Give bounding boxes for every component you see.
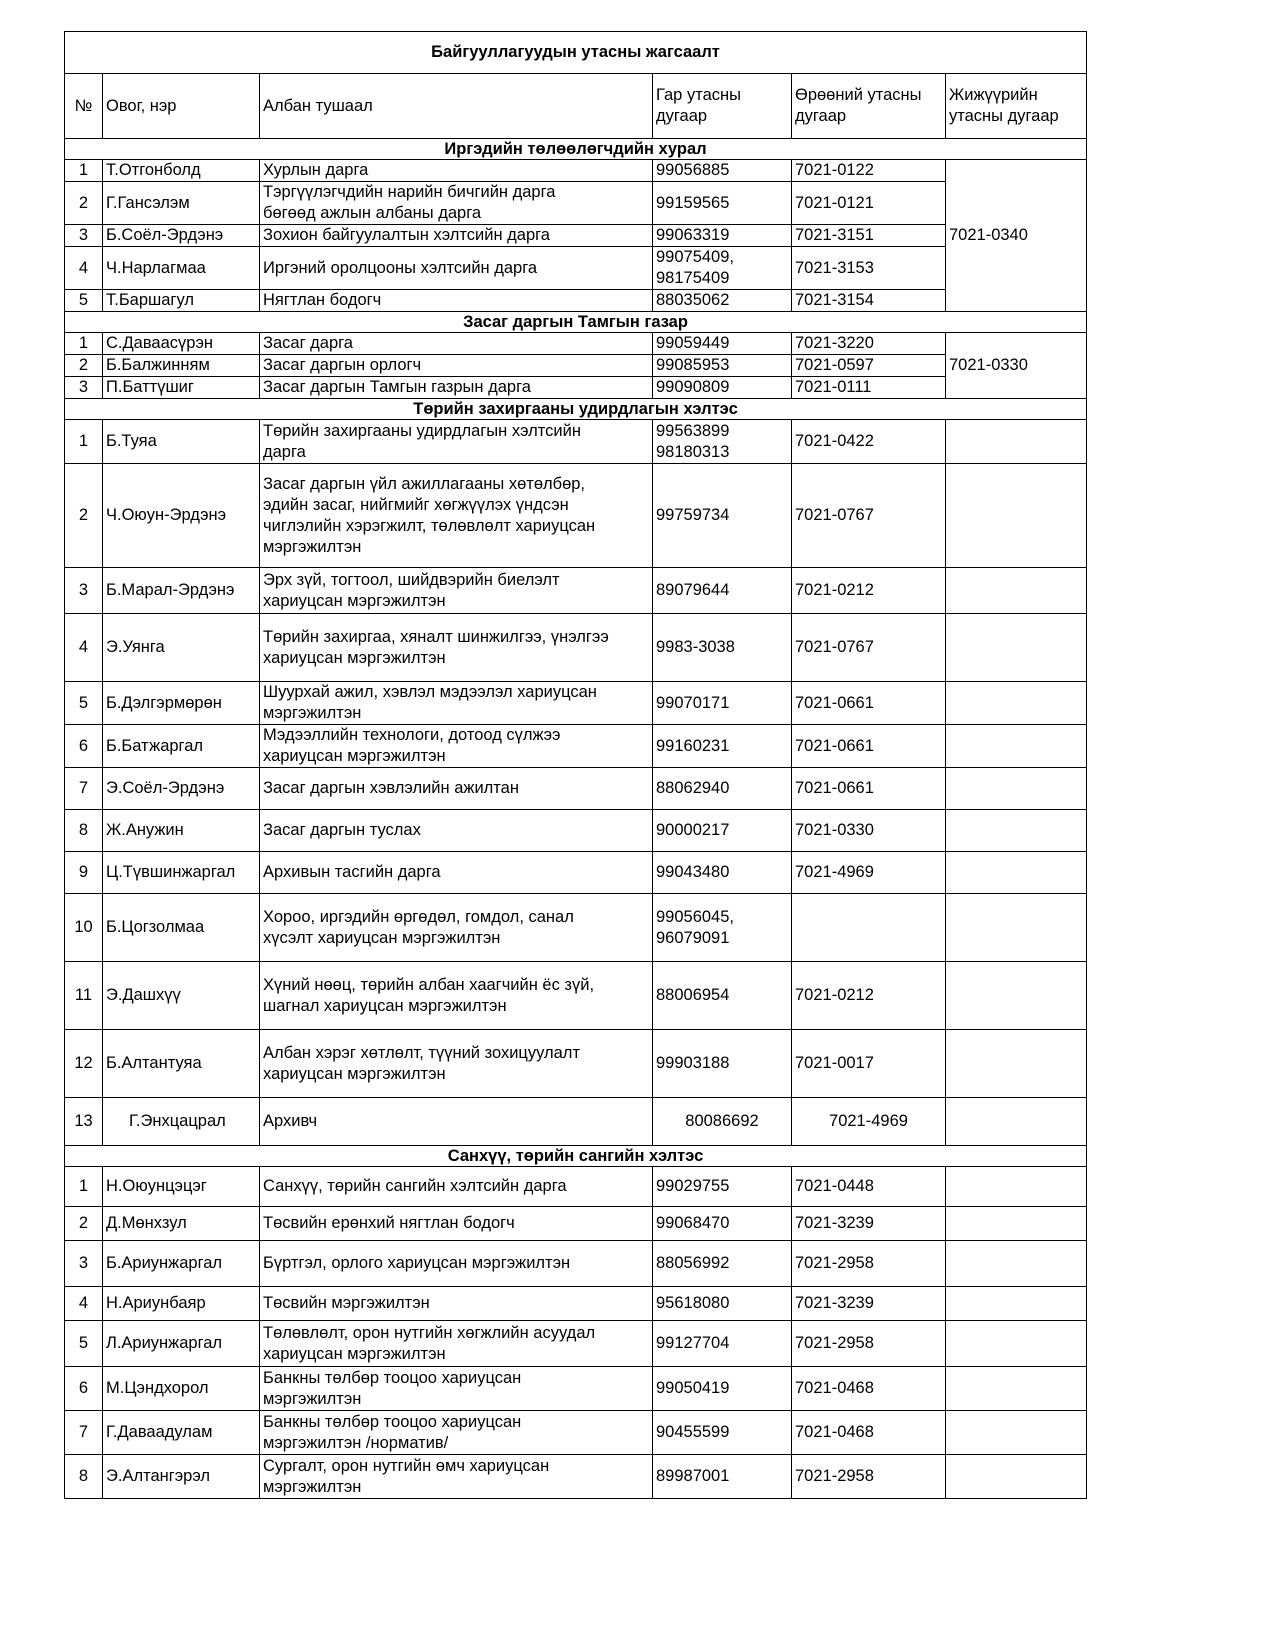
person-name: Б.Батжаргал xyxy=(103,725,260,768)
office-phone: 7021-0661 xyxy=(792,682,946,725)
person-name: Г.Гансэлэм xyxy=(103,182,260,225)
document-title: Байгууллагуудын утасны жагсаалт xyxy=(65,32,1087,74)
mobile-phone: 99063319 xyxy=(653,225,792,247)
row-number: 6 xyxy=(65,725,103,768)
office-phone: 7021-3220 xyxy=(792,333,946,355)
section-title: Төрийн захиргааны удирдлагын хэлтэс xyxy=(65,399,1087,420)
table-row xyxy=(65,894,1087,962)
section-title: Санхүү, төрийн сангийн хэлтэс xyxy=(65,1146,1087,1167)
mobile-phone: 99085953 xyxy=(653,355,792,377)
duty-phone xyxy=(946,1287,1087,1321)
table-row xyxy=(65,1455,1087,1499)
row-number: 7 xyxy=(65,1411,103,1455)
office-phone: 7021-0330 xyxy=(792,810,946,852)
office-phone: 7021-0448 xyxy=(792,1167,946,1207)
table-row xyxy=(65,1321,1087,1367)
position-title: Архивч xyxy=(260,1098,653,1146)
table-row xyxy=(65,182,1087,225)
mobile-phone: 99090809 xyxy=(653,377,792,399)
mobile-phone: 99127704 xyxy=(653,1321,792,1367)
position-title: Бүртгэл, орлого хариуцсан мэргэжилтэн xyxy=(260,1241,653,1287)
row-number: 7 xyxy=(65,768,103,810)
office-phone: 7021-0111 xyxy=(792,377,946,399)
office-phone: 7021-3239 xyxy=(792,1287,946,1321)
mobile-phone: 99043480 xyxy=(653,852,792,894)
duty-phone xyxy=(946,1321,1087,1367)
position-title: Хүний нөөц, төрийн албан хаагчийн ёс зүй, шагнал хариуцсан мэргэжилтэн xyxy=(260,962,653,1030)
table-row xyxy=(65,247,1087,290)
mobile-phone: 89987001 xyxy=(653,1455,792,1499)
table-row xyxy=(65,355,1087,377)
duty-phone xyxy=(946,1455,1087,1499)
mobile-phone: 88006954 xyxy=(653,962,792,1030)
table-row xyxy=(65,852,1087,894)
duty-phone xyxy=(946,568,1087,614)
office-phone: 7021-3153 xyxy=(792,247,946,290)
mobile-phone: 99903188 xyxy=(653,1030,792,1098)
position-title: Нягтлан бодогч xyxy=(260,290,653,312)
position-title: Банкны төлбөр тооцоо хариуцсан мэргэжилтэн /норматив/ xyxy=(260,1411,653,1455)
office-phone: 7021-0767 xyxy=(792,614,946,682)
table-row xyxy=(65,1098,1087,1146)
position-title: Иргэний оролцооны хэлтсийн дарга xyxy=(260,247,653,290)
header-duty-phone: Жижүүрийн утасны дугаар xyxy=(946,74,1087,139)
office-phone: 7021-3239 xyxy=(792,1207,946,1241)
row-number: 5 xyxy=(65,682,103,725)
office-phone: 7021-0597 xyxy=(792,355,946,377)
section-title: Иргэдийн төлөөлөгчдийн хурал xyxy=(65,139,1087,160)
table-row xyxy=(65,160,1087,182)
mobile-phone: 90455599 xyxy=(653,1411,792,1455)
office-phone: 7021-3154 xyxy=(792,290,946,312)
duty-phone xyxy=(946,962,1087,1030)
duty-phone xyxy=(946,682,1087,725)
mobile-phone: 99029755 xyxy=(653,1167,792,1207)
mobile-phone: 88056992 xyxy=(653,1241,792,1287)
person-name: Э.Соёл-Эрдэнэ xyxy=(103,768,260,810)
mobile-phone: 99059449 xyxy=(653,333,792,355)
duty-phone xyxy=(946,1167,1087,1207)
header-row xyxy=(65,74,1087,139)
table-row xyxy=(65,810,1087,852)
table-row xyxy=(65,682,1087,725)
mobile-phone: 99056885 xyxy=(653,160,792,182)
office-phone: 7021-0122 xyxy=(792,160,946,182)
duty-phone xyxy=(946,810,1087,852)
row-number: 9 xyxy=(65,852,103,894)
person-name: Ч.Нарлагмаа xyxy=(103,247,260,290)
row-number: 8 xyxy=(65,810,103,852)
position-title: Төрийн захиргаа, хяналт шинжилгээ, үнэлгээ хариуцсан мэргэжилтэн xyxy=(260,614,653,682)
position-title: Архивын тасгийн дарга xyxy=(260,852,653,894)
person-name: Ч.Оюун-Эрдэнэ xyxy=(103,464,260,568)
office-phone: 7021-4969 xyxy=(792,1098,946,1146)
position-title: Засаг даргын туслах xyxy=(260,810,653,852)
person-name: Б.Дэлгэрмөрөн xyxy=(103,682,260,725)
mobile-phone: 99056045, 96079091 xyxy=(653,894,792,962)
table-row xyxy=(65,768,1087,810)
table-row xyxy=(65,1167,1087,1207)
table-row xyxy=(65,1411,1087,1455)
position-title: Сургалт, орон нутгийн өмч хариуцсан мэргэжилтэн xyxy=(260,1455,653,1499)
position-title: Албан хэрэг хөтлөлт, түүний зохицуулалт хариуцсан мэргэжилтэн xyxy=(260,1030,653,1098)
person-name: Л.Ариунжаргал xyxy=(103,1321,260,1367)
person-name: Т.Отгонболд xyxy=(103,160,260,182)
person-name: Б.Марал-Эрдэнэ xyxy=(103,568,260,614)
person-name: Г.Энхцацрал xyxy=(103,1098,260,1146)
position-title: Банкны төлбөр тооцоо хариуцсан мэргэжилтэн xyxy=(260,1367,653,1411)
row-number: 5 xyxy=(65,290,103,312)
position-title: Засаг даргын хэвлэлийн ажилтан xyxy=(260,768,653,810)
position-title: Засаг даргын орлогч xyxy=(260,355,653,377)
person-name: С.Даваасүрэн xyxy=(103,333,260,355)
section-header-row xyxy=(65,139,1087,160)
mobile-phone: 80086692 xyxy=(653,1098,792,1146)
table-row xyxy=(65,1287,1087,1321)
office-phone: 7021-0017 xyxy=(792,1030,946,1098)
office-phone: 7021-0121 xyxy=(792,182,946,225)
duty-phone: 7021-0330 xyxy=(946,333,1087,399)
person-name: Б.Алтантуяа xyxy=(103,1030,260,1098)
person-name: Г.Даваадулам xyxy=(103,1411,260,1455)
table-row xyxy=(65,290,1087,312)
person-name: М.Цэндхорол xyxy=(103,1367,260,1411)
mobile-phone: 9983-3038 xyxy=(653,614,792,682)
table-row xyxy=(65,725,1087,768)
duty-phone xyxy=(946,1411,1087,1455)
position-title: Хороо, иргэдийн өргөдөл, гомдол, санал хүсэлт хариуцсан мэргэжилтэн xyxy=(260,894,653,962)
mobile-phone: 99050419 xyxy=(653,1367,792,1411)
office-phone: 7021-4969 xyxy=(792,852,946,894)
row-number: 1 xyxy=(65,420,103,464)
position-title: Зохион байгуулалтын хэлтсийн дарга xyxy=(260,225,653,247)
position-title: Төсвийн ерөнхий нягтлан бодогч xyxy=(260,1207,653,1241)
position-title: Төлөвлөлт, орон нутгийн хөгжлийн асуудал хариуцсан мэргэжилтэн xyxy=(260,1321,653,1367)
row-number: 3 xyxy=(65,1241,103,1287)
row-number: 3 xyxy=(65,377,103,399)
mobile-phone: 90000217 xyxy=(653,810,792,852)
person-name: Э.Уянга xyxy=(103,614,260,682)
office-phone: 7021-3151 xyxy=(792,225,946,247)
header-number: № xyxy=(65,74,103,139)
mobile-phone: 95618080 xyxy=(653,1287,792,1321)
office-phone: 7021-0422 xyxy=(792,420,946,464)
table-row xyxy=(65,962,1087,1030)
row-number: 4 xyxy=(65,614,103,682)
duty-phone xyxy=(946,852,1087,894)
table-row xyxy=(65,614,1087,682)
table-row xyxy=(65,377,1087,399)
mobile-phone: 99159565 xyxy=(653,182,792,225)
office-phone: 7021-0468 xyxy=(792,1367,946,1411)
row-number: 4 xyxy=(65,1287,103,1321)
table-row xyxy=(65,1030,1087,1098)
mobile-phone: 99070171 xyxy=(653,682,792,725)
person-name: Ж.Анужин xyxy=(103,810,260,852)
row-number: 1 xyxy=(65,1167,103,1207)
duty-phone xyxy=(946,464,1087,568)
mobile-phone: 99160231 xyxy=(653,725,792,768)
office-phone xyxy=(792,894,946,962)
duty-phone xyxy=(946,1030,1087,1098)
table-row xyxy=(65,225,1087,247)
table-row xyxy=(65,1367,1087,1411)
row-number: 3 xyxy=(65,225,103,247)
duty-phone xyxy=(946,894,1087,962)
row-number: 4 xyxy=(65,247,103,290)
duty-phone xyxy=(946,768,1087,810)
position-title: Эрх зүй, тогтоол, шийдвэрийн биелэлт хариуцсан мэргэжилтэн xyxy=(260,568,653,614)
office-phone: 7021-0212 xyxy=(792,962,946,1030)
person-name: Н.Ариунбаяр xyxy=(103,1287,260,1321)
section-header-row xyxy=(65,1146,1087,1167)
position-title: Санхүү, төрийн сангийн хэлтсийн дарга xyxy=(260,1167,653,1207)
duty-phone xyxy=(946,1367,1087,1411)
table-row xyxy=(65,568,1087,614)
person-name: Б.Туяа xyxy=(103,420,260,464)
table-row xyxy=(65,333,1087,355)
mobile-phone: 88035062 xyxy=(653,290,792,312)
office-phone: 7021-2958 xyxy=(792,1455,946,1499)
section-header-row xyxy=(65,399,1087,420)
position-title: Төсвийн мэргэжилтэн xyxy=(260,1287,653,1321)
office-phone: 7021-2958 xyxy=(792,1321,946,1367)
row-number: 2 xyxy=(65,1207,103,1241)
position-title: Шуурхай ажил, хэвлэл мэдээлэл хариуцсан мэргэжилтэн xyxy=(260,682,653,725)
row-number: 1 xyxy=(65,333,103,355)
header-mobile: Гар утасны дугаар xyxy=(653,74,792,139)
office-phone: 7021-0661 xyxy=(792,768,946,810)
office-phone: 7021-0767 xyxy=(792,464,946,568)
mobile-phone: 99068470 xyxy=(653,1207,792,1241)
duty-phone xyxy=(946,614,1087,682)
person-name: Б.Ариунжаргал xyxy=(103,1241,260,1287)
header-office-phone: Өрөөний утасны дугаар xyxy=(792,74,946,139)
person-name: Б.Цогзолмаа xyxy=(103,894,260,962)
mobile-phone: 89079644 xyxy=(653,568,792,614)
office-phone: 7021-0468 xyxy=(792,1411,946,1455)
row-number: 3 xyxy=(65,568,103,614)
phone-directory-table xyxy=(64,31,1087,1499)
section-header-row xyxy=(65,312,1087,333)
position-title: Төрийн захиргааны удирдлагын хэлтсийн дарга xyxy=(260,420,653,464)
duty-phone xyxy=(946,1241,1087,1287)
position-title: Мэдээллийн технологи, дотоод сүлжээ хариуцсан мэргэжилтэн xyxy=(260,725,653,768)
mobile-phone: 99759734 xyxy=(653,464,792,568)
person-name: Э.Алтангэрэл xyxy=(103,1455,260,1499)
position-title: Засаг даргын үйл ажиллагааны хөтөлбөр, эдийн засаг, нийгмийг хөгжүүлэх үндсэн чиглэлийн хэрэгжилт, төлөвлөлт хариуцсан мэргэжилтэн xyxy=(260,464,653,568)
duty-phone xyxy=(946,420,1087,464)
row-number: 8 xyxy=(65,1455,103,1499)
mobile-phone: 99075409, 98175409 xyxy=(653,247,792,290)
duty-phone xyxy=(946,1207,1087,1241)
mobile-phone: 88062940 xyxy=(653,768,792,810)
header-name: Овог, нэр xyxy=(103,74,260,139)
row-number: 5 xyxy=(65,1321,103,1367)
office-phone: 7021-0212 xyxy=(792,568,946,614)
office-phone: 7021-0661 xyxy=(792,725,946,768)
mobile-phone: 99563899 98180313 xyxy=(653,420,792,464)
row-number: 10 xyxy=(65,894,103,962)
position-title: Засаг даргын Тамгын газрын дарга xyxy=(260,377,653,399)
position-title: Тэргүүлэгчдийн нарийн бичгийн дарга бөгөөд ажлын албаны дарга xyxy=(260,182,653,225)
row-number: 13 xyxy=(65,1098,103,1146)
person-name: Э.Дашхүү xyxy=(103,962,260,1030)
table-row xyxy=(65,1207,1087,1241)
row-number: 2 xyxy=(65,355,103,377)
person-name: Н.Оюунцэцэг xyxy=(103,1167,260,1207)
position-title: Хурлын дарга xyxy=(260,160,653,182)
header-position: Албан тушаал xyxy=(260,74,653,139)
row-number: 12 xyxy=(65,1030,103,1098)
person-name: Б.Соёл-Эрдэнэ xyxy=(103,225,260,247)
row-number: 1 xyxy=(65,160,103,182)
table-row xyxy=(65,1241,1087,1287)
person-name: Ц.Түвшинжаргал xyxy=(103,852,260,894)
office-phone: 7021-2958 xyxy=(792,1241,946,1287)
section-title: Засаг даргын Тамгын газар xyxy=(65,312,1087,333)
row-number: 6 xyxy=(65,1367,103,1411)
person-name: П.Баттүшиг xyxy=(103,377,260,399)
duty-phone xyxy=(946,1098,1087,1146)
person-name: Б.Балжинням xyxy=(103,355,260,377)
row-number: 2 xyxy=(65,464,103,568)
person-name: Д.Мөнхзул xyxy=(103,1207,260,1241)
row-number: 11 xyxy=(65,962,103,1030)
position-title: Засаг дарга xyxy=(260,333,653,355)
duty-phone: 7021-0340 xyxy=(946,160,1087,312)
duty-phone xyxy=(946,725,1087,768)
person-name: Т.Баршагул xyxy=(103,290,260,312)
table-row xyxy=(65,464,1087,568)
table-row xyxy=(65,420,1087,464)
row-number: 2 xyxy=(65,182,103,225)
